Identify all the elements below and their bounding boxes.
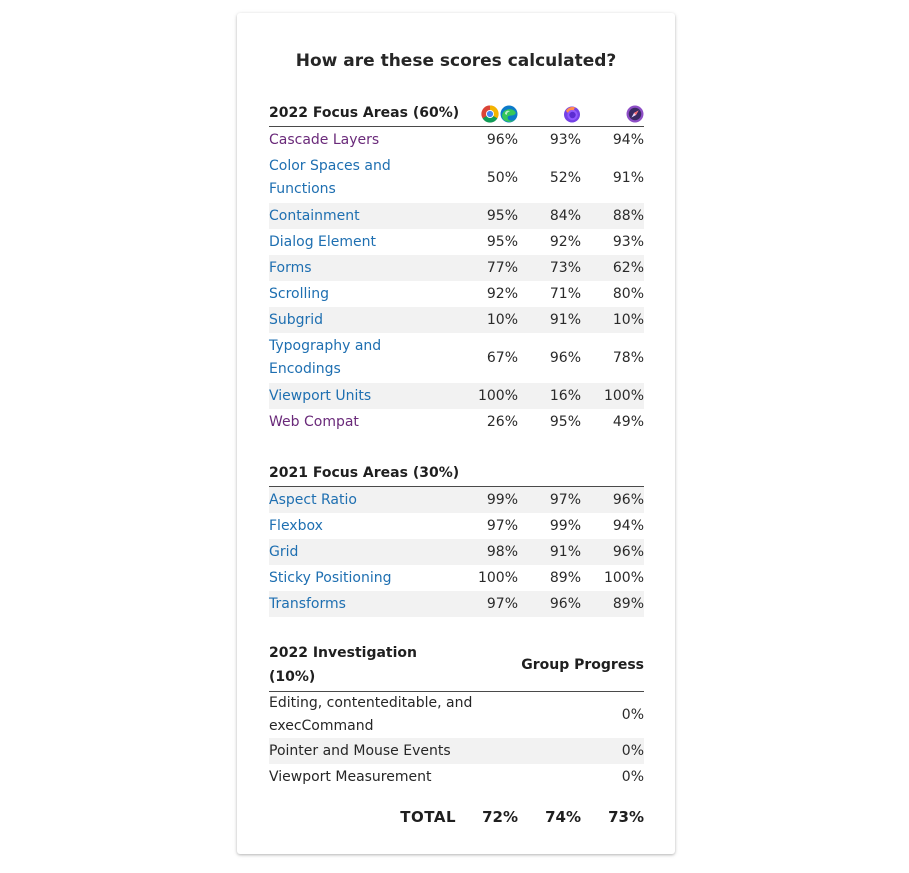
table-row (269, 203, 644, 229)
table-row (269, 307, 644, 333)
firefox-score: 91% (549, 312, 581, 328)
focus-area-link[interactable]: Cascade Layers (269, 131, 380, 148)
safari-score: 96% (612, 544, 644, 560)
chromium-score: 97% (486, 518, 518, 534)
total-row (269, 808, 644, 826)
focus-area-link[interactable]: Color Spaces and Functions (269, 158, 391, 197)
table-row (269, 764, 644, 790)
focus-2022-header (269, 101, 644, 127)
chromium-score: 67% (486, 350, 518, 366)
focus-area-link[interactable]: Flexbox (269, 517, 323, 534)
safari-score: 62% (612, 260, 644, 276)
focus-area-link[interactable]: Transforms (269, 595, 346, 612)
chromium-score: 98% (486, 544, 518, 560)
safari-score: 80% (612, 286, 644, 302)
focus-2021-heading: 2021 Focus Areas (30%) (269, 465, 460, 481)
safari-total: 73% (608, 808, 644, 826)
focus-area-link[interactable]: Web Compat (269, 413, 359, 430)
investigation-heading: 2022 Investigation (10%) (269, 645, 418, 685)
focus-area-link[interactable]: Aspect Ratio (269, 491, 357, 508)
table-row (269, 255, 644, 281)
safari-score: 78% (612, 350, 644, 366)
safari-score: 94% (612, 518, 644, 534)
chrome-icon (481, 105, 499, 123)
safari-score: 49% (612, 414, 644, 430)
chromium-score: 50% (486, 170, 518, 186)
focus-area-link[interactable]: Containment (269, 207, 360, 224)
firefox-icon (563, 105, 581, 123)
table-row (269, 229, 644, 255)
total-label: TOTAL (400, 808, 456, 826)
firefox-column-header (518, 102, 581, 126)
chromium-score: 100% (477, 570, 518, 586)
focus-area-link[interactable]: Subgrid (269, 311, 324, 328)
safari-score: 100% (603, 388, 644, 404)
focus-area-link[interactable]: Sticky Positioning (269, 569, 392, 586)
safari-score: 89% (612, 596, 644, 612)
firefox-total: 74% (545, 808, 581, 826)
investigation-area: Pointer and Mouse Events (269, 742, 451, 759)
group-progress-heading: Group Progress (521, 657, 644, 673)
firefox-score: 71% (549, 286, 581, 302)
firefox-score: 89% (549, 570, 581, 586)
focus-area-link[interactable]: Typography and Encodings (269, 338, 382, 377)
safari-score: 91% (612, 170, 644, 186)
table-row (269, 333, 644, 383)
firefox-score: 97% (549, 492, 581, 508)
investigation-area: Viewport Measurement (269, 768, 432, 785)
table-row (269, 127, 644, 153)
table-row (269, 513, 644, 539)
table-row (269, 153, 644, 203)
safari-score: 94% (612, 132, 644, 148)
table-row (269, 738, 644, 764)
group-progress-value: 0% (621, 769, 644, 785)
firefox-score: 92% (549, 234, 581, 250)
chromium-score: 96% (486, 132, 518, 148)
safari-score: 96% (612, 492, 644, 508)
chromium-column-header (460, 102, 518, 126)
firefox-score: 96% (549, 350, 581, 366)
chromium-score: 95% (486, 208, 518, 224)
table-row (269, 692, 644, 738)
focus-area-link[interactable]: Scrolling (269, 285, 330, 302)
table-row (269, 383, 644, 409)
firefox-score: 16% (549, 388, 581, 404)
table-row (269, 591, 644, 617)
table-row (269, 565, 644, 591)
chromium-score: 26% (486, 414, 518, 430)
group-progress-value: 0% (621, 743, 644, 759)
group-progress-value: 0% (621, 707, 644, 723)
focus-2021-header (269, 461, 644, 487)
focus-2022-heading: 2022 Focus Areas (60%) (269, 105, 460, 121)
chromium-score: 77% (486, 260, 518, 276)
table-row (269, 281, 644, 307)
safari-score: 100% (603, 570, 644, 586)
firefox-score: 95% (549, 414, 581, 430)
focus-area-link[interactable]: Viewport Units (269, 387, 372, 404)
firefox-score: 73% (549, 260, 581, 276)
scores-card (237, 13, 675, 854)
chromium-total: 72% (482, 808, 518, 826)
firefox-score: 96% (549, 596, 581, 612)
chromium-score: 92% (486, 286, 518, 302)
safari-score: 10% (612, 312, 644, 328)
safari-technology-preview-icon (626, 105, 644, 123)
chromium-score: 95% (486, 234, 518, 250)
focus-area-link[interactable]: Dialog Element (269, 233, 377, 250)
chromium-score: 100% (477, 388, 518, 404)
investigation-header (269, 641, 644, 692)
focus-area-link[interactable]: Grid (269, 543, 299, 560)
edge-icon (500, 105, 518, 123)
focus-area-link[interactable]: Forms (269, 259, 312, 276)
scores-table (269, 101, 644, 826)
safari-column-header (581, 102, 644, 126)
firefox-score: 52% (549, 170, 581, 186)
firefox-score: 91% (549, 544, 581, 560)
card-title: How are these scores calculated? (295, 51, 617, 71)
safari-score: 88% (612, 208, 644, 224)
table-row (269, 409, 644, 435)
chromium-score: 10% (486, 312, 518, 328)
table-row (269, 539, 644, 565)
table-row (269, 487, 644, 513)
firefox-score: 99% (549, 518, 581, 534)
firefox-score: 84% (549, 208, 581, 224)
investigation-area: Editing, contenteditable, and execCommand (269, 695, 473, 734)
chromium-score: 99% (486, 492, 518, 508)
firefox-score: 93% (549, 132, 581, 148)
chromium-score: 97% (486, 596, 518, 612)
safari-score: 93% (612, 234, 644, 250)
